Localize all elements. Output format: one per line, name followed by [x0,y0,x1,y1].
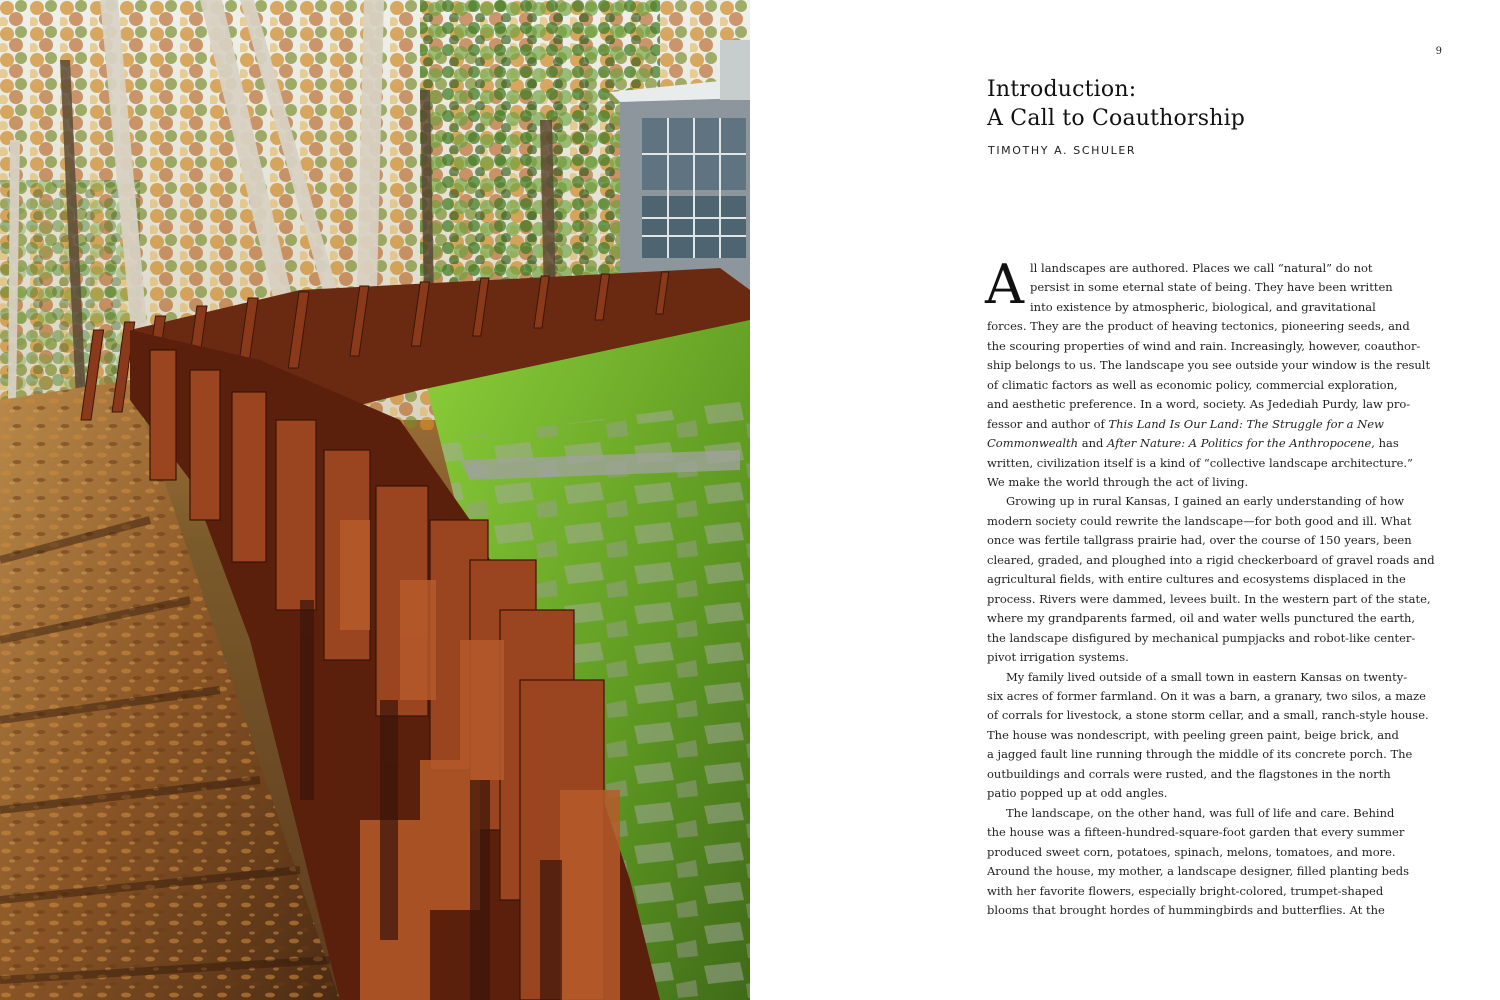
text-line: the house was a fifteen-hundred-square-foot garden that every summer [987,825,1405,840]
paragraph-4 [987,804,1439,921]
text-line: written, civilization itself is a kind of “collective landscape architecture.” [987,455,1413,470]
chapter-title-line1: Introduction: [987,77,1137,102]
paragraph-2 [987,492,1439,667]
text-line: the scouring properties of wind and rain. Increasingly, however, coauthor- [987,338,1421,353]
text-line [987,434,1439,453]
book-title: Commonwealth [987,436,1079,451]
paragraph-1 [985,253,1439,492]
text-line: modern society could rewrite the landscape—for both good and ill. What [987,513,1412,528]
text-line: Growing up in rural Kansas, I gained an early understanding of how [1006,494,1405,509]
text-line: where my grandparents farmed, oil and water wells punctured the earth, [987,611,1416,626]
text-line: My family lived outside of a small town in eastern Kansas on twenty- [1006,669,1408,684]
text-line: The landscape, on the other hand, was full of life and care. Behind [1006,805,1395,820]
text-run: and [1078,436,1108,451]
text-line: six acres of former farmland. On it was a barn, a granary, two silos, a maze [987,688,1426,703]
text-line [987,415,1439,434]
chapter-author: TIMOTHY A. SCHULER [988,144,1137,157]
chapter-title [987,75,1245,133]
text-line: forces. They are the product of heaving tectonics, pioneering seeds, and [987,319,1410,334]
text-line: Around the house, my mother, a landscape designer, filled planting beds [987,864,1410,879]
text-line: The house was nondescript, with peeling green paint, beige brick, and [987,727,1399,742]
text-line: pivot irrigation systems. [987,650,1129,665]
paragraph-3 [987,668,1439,804]
text-line: persist in some eternal state of being. They have been written [1030,280,1393,295]
text-line: into existence by atmospheric, biological, and gravitational [1030,299,1376,314]
text-line: once was fertile tallgrass prairie had, over the course of 150 years, been [987,533,1412,548]
text-line: of corrals for livestock, a stone storm cellar, and a small, ranch-style house. [987,708,1429,723]
text-line: cleared, graded, and ploughed into a rigid checkerboard of gravel roads and [987,552,1435,567]
drop-cap: A [985,253,1024,316]
text-line: blooms that brought hordes of hummingbirds and butterflies. At the [987,902,1385,917]
text-page [750,0,1500,1000]
text-line: agricultural fields, with entire cultures and ecosystems displaced in the [987,572,1406,587]
body-text [985,253,1439,920]
text-line: a jagged fault line running through the middle of its concrete porch. The [987,747,1413,762]
text-line: of climatic factors as well as economic policy, commercial exploration, [987,377,1398,392]
text-line: the landscape disfigured by mechanical pumpjacks and robot-like center- [987,630,1416,645]
book-title: After Nature: A Politics for the Anthropocene [1107,436,1372,451]
text-line: process. Rivers were dammed, levees built. In the western part of the state, [987,591,1431,606]
text-line: patio popped up at odd angles. [987,786,1168,801]
book-title: This Land Is Our Land: The Struggle for a New [1108,416,1384,431]
text-line: ship belongs to us. The landscape you see outside your window is the result [987,358,1431,373]
text-line: with her favorite flowers, especially bright-colored, trumpet-shaped [987,883,1384,898]
text-run: , has [1371,436,1399,451]
text-line: outbuildings and corrals were rusted, and the flagstones in the north [987,766,1391,781]
text-line: produced sweet corn, potatoes, spinach, melons, tomatoes, and more. [987,844,1396,859]
chapter-title-line2: A Call to Coauthorship [987,106,1246,131]
text-run: fessor and author of [987,416,1109,431]
text-line: ll landscapes are authored. Places we call “natural” do not [1030,261,1373,275]
page-number: 9 [1435,46,1442,57]
text-line: and aesthetic preference. In a word, society. As Jedediah Purdy, law pro- [987,397,1411,412]
text-line: We make the world through the act of living. [987,474,1249,489]
